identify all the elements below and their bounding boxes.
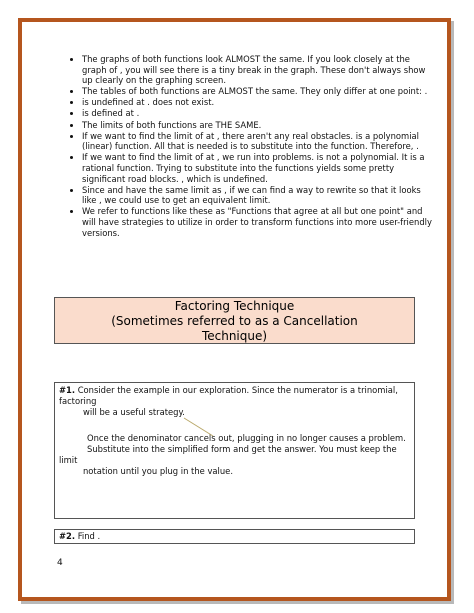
example-2-box — [54, 529, 415, 544]
bullet-item: • The tables of both functions are ALMOST the same. They only differ at one point: . — [82, 86, 432, 97]
example-text: Once the denominator cancels out, plugging in no longer causes a problem. — [87, 433, 406, 444]
page-number: 4 — [57, 558, 63, 568]
example-text: Substitute into the simplified form and get the answer. You must keep the limit — [59, 444, 397, 465]
bullet-list — [62, 54, 432, 239]
example-number: #2. — [59, 531, 76, 541]
bullet-item: • If we want to find the limit of at , there aren't any real obstacles. is a polynomial (linear) function. All that is needed is to substitute into the function. Therefore, . — [82, 131, 432, 152]
heading-line: Factoring Technique — [174, 299, 295, 313]
example-number: #1. — [59, 385, 76, 395]
example-text: notation until you plug in the value. — [83, 465, 233, 476]
example-text: Consider the example in our exploration. Since the numerator is a trinomial, factoring — [59, 385, 398, 406]
bullet-item: • is undefined at . does not exist. — [82, 97, 432, 108]
example-1-box — [54, 382, 415, 519]
heading-line: Technique) — [201, 329, 268, 343]
bullet-item: • If we want to find the limit of at , we run into problems. is not a polynomial. It is a rational function. Trying to substitute into the functions yields some pretty significant road blocks. , which is undefined. — [82, 152, 432, 184]
example-text: Find . — [75, 531, 101, 541]
bullet-item: • is defined at . — [82, 108, 432, 119]
section-heading — [54, 297, 415, 344]
bullet-item: • The limits of both functions are THE SAME. — [82, 120, 432, 131]
example-1-intro — [55, 383, 414, 407]
bullet-item: • We refer to functions like these as "Functions that agree at all but one point" and will have strategies to utilize in order to transform functions into more user-friendly versions. — [82, 206, 432, 238]
heading-line: (Sometimes referred to as a Cancellation — [111, 314, 358, 328]
bullet-item: • The graphs of both functions look ALMOST the same. If you look closely at the graph of , you will see there is a tiny break in the graph. These don't always show up clearly on the graphing screen. — [82, 54, 432, 86]
bullet-item: • Since and have the same limit as , if we can find a way to rewrite so that it looks like , we could use to get an equivalent limit. — [82, 185, 432, 206]
example-text: will be a useful strategy. — [83, 406, 185, 417]
callout-arrow-icon — [182, 416, 216, 438]
